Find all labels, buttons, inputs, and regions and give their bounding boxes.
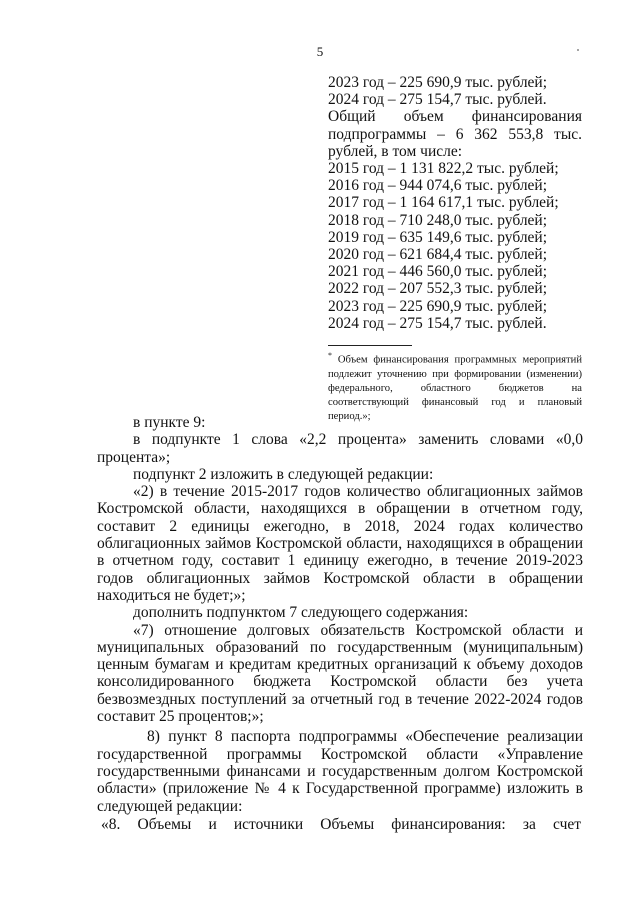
footnote-text: Объем финансирования программных мероприятий подлежит уточнению при формировании (изменении) федерального, областного бюджетов на соответствующий финансовый год и плановый период.»; bbox=[328, 354, 582, 422]
financing-year-line: 2021 год – 446 560,0 тыс. рублей; bbox=[328, 263, 548, 281]
footnote bbox=[328, 349, 582, 424]
financing-line: 2023 год – 225 690,9 тыс. рублей; bbox=[328, 74, 548, 91]
financing-year-line: 2015 год – 1 131 822,2 тыс. рублей; bbox=[328, 160, 559, 178]
financing-year-line: 2018 год – 710 248,0 тыс. рублей; bbox=[328, 211, 548, 229]
paragraph: «2) в течение 2015-2017 годов количество облигационных займов Костромской области, находящихся в обращении в отчетном году, составит 2 единицы ежегодно, в 2018, 2024 годах количество облигационных займов Костромской области, находящихся в обращении в отчетном году, составит 1 единицу ежегодно, в течение 2019-2023 годов облигационных займов Костромской области в обращении находиться не будет;»; bbox=[97, 483, 583, 604]
table-cell-number: «8. bbox=[101, 816, 121, 833]
scan-speck bbox=[577, 49, 579, 51]
financing-year-line: 2023 год – 225 690,9 тыс. рублей; bbox=[328, 297, 548, 315]
table-cell-word: счет bbox=[553, 816, 582, 833]
paragraph: дополнить подпунктом 7 следующего содержания: bbox=[133, 604, 469, 622]
paragraph: в пункте 9: bbox=[133, 414, 206, 431]
table-cell-word: за bbox=[522, 816, 536, 833]
table-cell-word: источники bbox=[233, 816, 304, 833]
paragraph: «7) отношение долговых обязательств Костромской области и муниципальных образований по государственным (муниципальным) ценным бумагам и кредитам кредитных организаций к объему доходов консолидированного бюджета Костромской области без учета безвозмездных поступлений за отчетный год в течение 2022-2024 годов составит 25 процентов;»; bbox=[97, 621, 583, 726]
financing-year-line: 2020 год – 621 684,4 тыс. рублей; bbox=[328, 246, 548, 264]
financing-line: 2024 год – 275 154,7 тыс. рублей. bbox=[328, 91, 547, 109]
table-header-fragment bbox=[101, 816, 581, 833]
financing-year-line: 2019 год – 635 149,6 тыс. рублей; bbox=[328, 228, 548, 246]
document-body bbox=[97, 414, 583, 815]
financing-line: рублей, в том числе: bbox=[328, 142, 463, 160]
financing-total-line: Общий объем финансирования bbox=[328, 108, 582, 126]
financing-year-line: 2022 год – 207 552,3 тыс. рублей; bbox=[328, 280, 548, 298]
financing-year-line: 2017 год – 1 164 617,1 тыс. рублей; bbox=[328, 194, 559, 212]
table-cell-word: финансирования: bbox=[391, 816, 506, 833]
table-cell-word: Объемы bbox=[137, 816, 192, 833]
footnote-separator bbox=[328, 345, 412, 346]
table-cell-word: и bbox=[208, 816, 217, 833]
financing-total-line: подпрограммы – 6 362 553,8 тыс. bbox=[328, 125, 582, 143]
paragraph: в подпункте 1 слова «2,2 процента» заменить словами «0,0 процента»; bbox=[97, 431, 583, 466]
financing-column bbox=[328, 74, 582, 332]
table-cell-word: Объемы bbox=[320, 816, 375, 833]
financing-year-line: 2016 год – 944 074,6 тыс. рублей; bbox=[328, 177, 548, 195]
footnote-mark: * bbox=[328, 351, 332, 360]
paragraph: подпункт 2 изложить в следующей редакции: bbox=[133, 465, 434, 483]
paragraph: 8) пункт 8 паспорта подпрограммы «Обеспечение реализации государственной программы Костромской области «Управление государственными финансами и государственным долгом Костромской области» (приложение № 4 к Государственной программе) изложить в следующей редакции: bbox=[97, 728, 583, 815]
financing-year-line: 2024 год – 275 154,7 тыс. рублей. bbox=[328, 314, 547, 332]
page-number: 5 bbox=[316, 44, 324, 59]
